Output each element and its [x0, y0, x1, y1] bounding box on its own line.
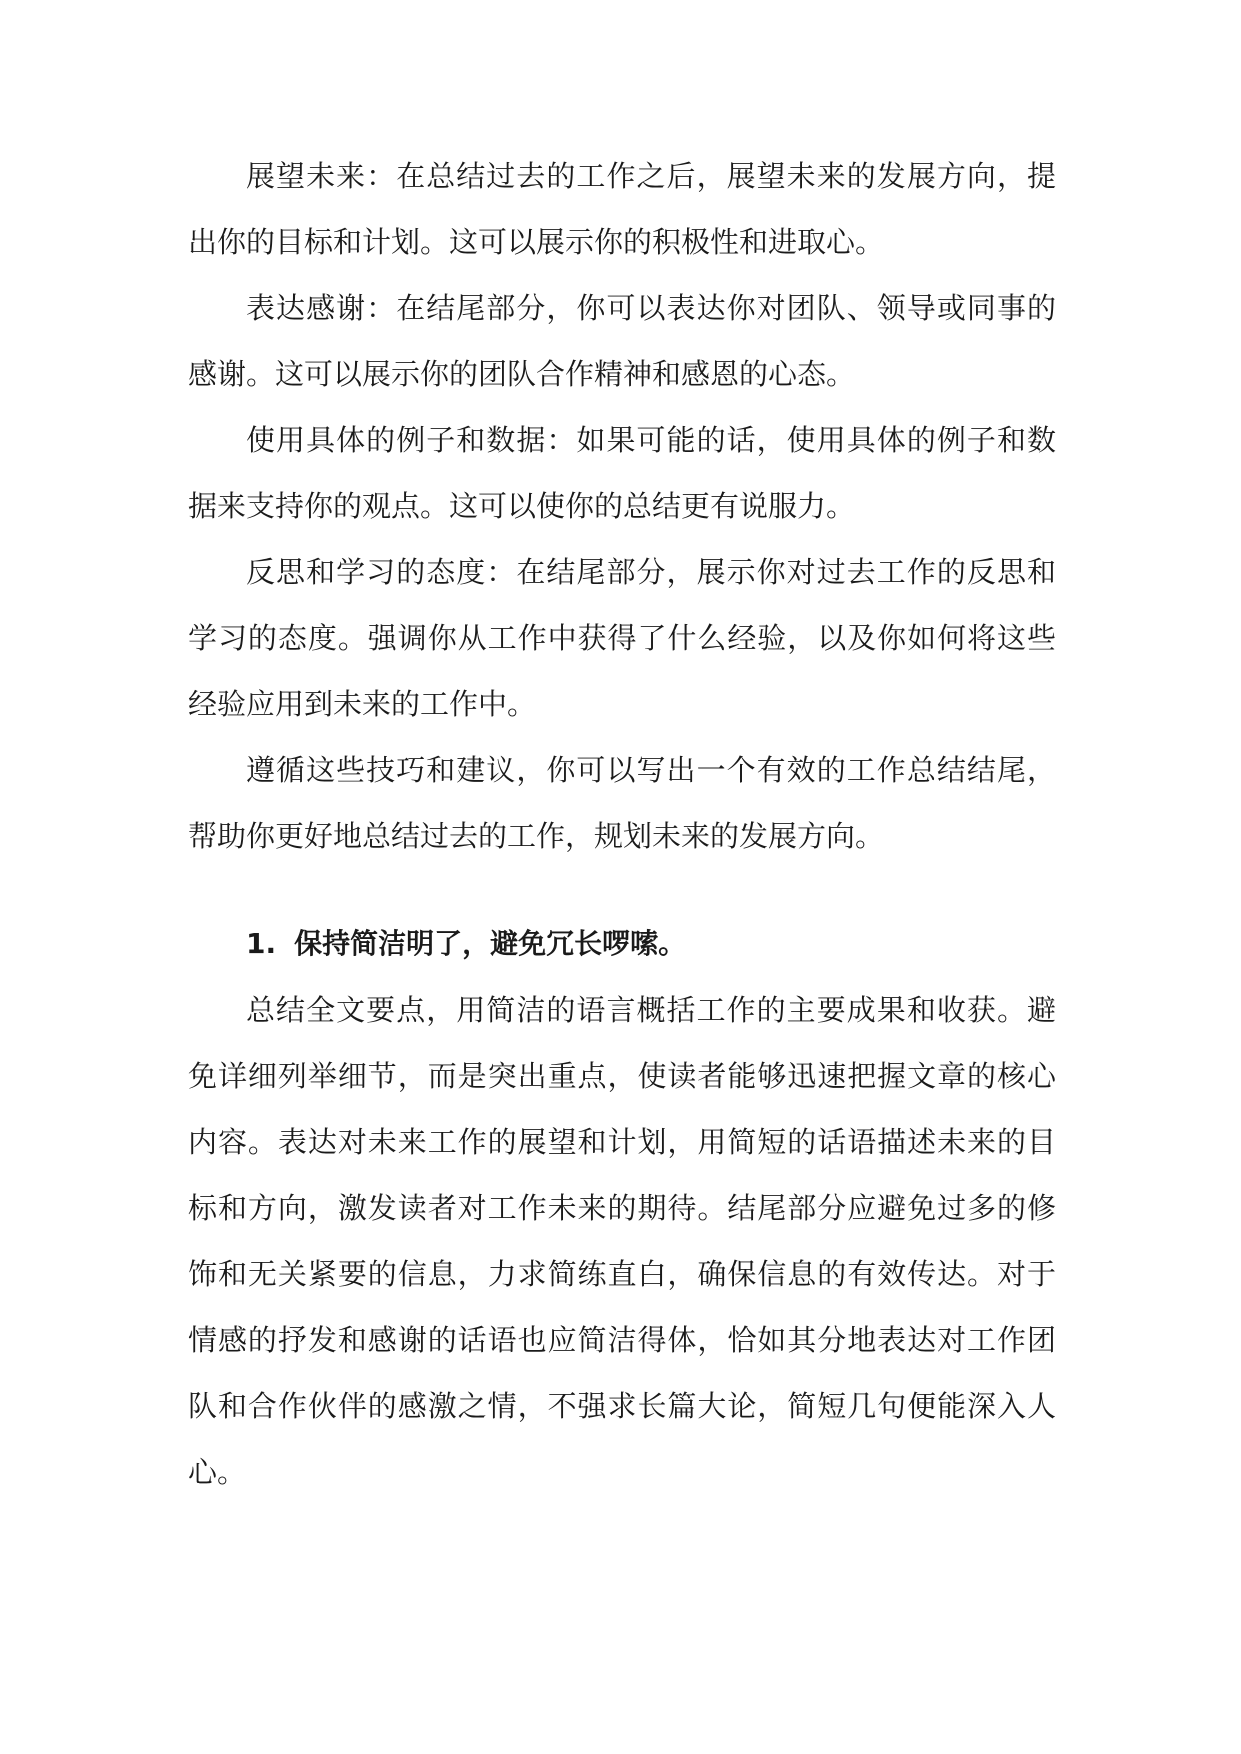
paragraph-express-thanks: 表达感谢：在结尾部分，你可以表达你对团队、领导或同事的感谢。这可以展示你的团队合作精神和感恩的心态。	[188, 291, 1056, 391]
heading-text: 保持简洁明了，避免冗长啰嗦。	[294, 927, 687, 960]
spacer	[188, 869, 1056, 911]
paragraph-concrete-examples: 使用具体的例子和数据：如果可能的话，使用具体的例子和数据来支持你的观点。这可以使你的总结更有说服力。	[188, 423, 1056, 523]
paragraph-summary: 总结全文要点，用简洁的语言概括工作的主要成果和收获。避免详细列举细节，而是突出重点，使读者能够迅速把握文章的核心内容。表达对未来工作的展望和计划，用简短的话语描述未来的目标和方向，激发读者对工作未来的期待。结尾部分应避免过多的修饰和无关紧要的信息，力求简练直白，确保信息的有效传达。对于情感的抒发和感谢的话语也应简洁得体，恰如其分地表达对工作团队和合作伙伴的感激之情，不强求长篇大论，简短几句便能深入人心。	[188, 993, 1056, 1489]
paragraph-reflection: 反思和学习的态度：在结尾部分，展示你对过去工作的反思和学习的态度。强调你从工作中获得了什么经验，以及你如何将这些经验应用到未来的工作中。	[188, 555, 1056, 721]
document-body	[188, 143, 1056, 1505]
heading-number: 1.	[246, 927, 277, 960]
paragraph-conclusion: 遵循这些技巧和建议，你可以写出一个有效的工作总结结尾，帮助你更好地总结过去的工作，规划未来的发展方向。	[188, 753, 1056, 853]
section-heading	[188, 911, 1056, 977]
paragraph-look-ahead: 展望未来：在总结过去的工作之后，展望未来的发展方向，提出你的目标和计划。这可以展示你的积极性和进取心。	[188, 159, 1056, 259]
